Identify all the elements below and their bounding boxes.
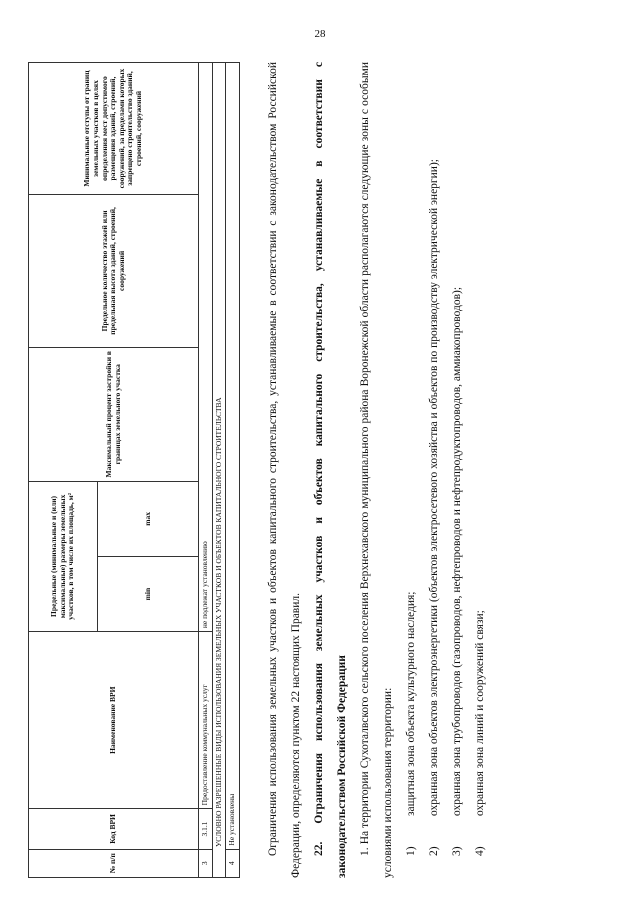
header-max: max	[98, 481, 199, 556]
landscape-content	[20, 50, 620, 890]
section-title: Ограничения использования земельных участков и объектов капитального строительства, устанавливаемые в соответствии с законодательством Российской Федерации	[313, 62, 348, 878]
header-sizes: Предельные (минимальные и (или) максимальные) размеры земельных участков, в том числе их площадь, м²	[29, 481, 98, 631]
list-item-text: охранная зона трубопроводов (газопроводов, нефтепроводов и нефтепродуктопроводов, аммиакопроводов);	[451, 286, 463, 816]
row3-name: Предоставление коммунальных услуг	[199, 632, 213, 809]
rotated-page-content	[20, 50, 620, 890]
paragraph-1: 1. На территории Сухоталвского сельского поселения Верхнехавского муниципального района Воронежской области располагаются следующие зоны с особыми условиями использования территории:	[359, 62, 394, 878]
table-section-row	[212, 63, 226, 878]
page-number: 28	[314, 28, 326, 40]
header-name: Наименование ВРИ	[29, 632, 199, 809]
intro-paragraph: Ограничения использования земельных участков и объектов капитального строительства, устанавливаемые в соответствии с законодательством Российской Федерации, определяются пунктом 22 настоящих Правил.	[267, 62, 302, 878]
section-heading: УСЛОВНО РАЗРЕШЕННЫЕ ВИДЫ ИСПОЛЬЗОВАНИЯ ЗЕМЕЛЬНЫХ УЧАСТКОВ И ОБЪЕКТОВ КАПИТАЛЬНОГО СТРОИТЕЛЬСТВА	[212, 63, 226, 878]
row3-value: не подлежат установлению	[199, 63, 213, 632]
header-percent: Максимальный процент застройки в границах земельного участка	[29, 347, 199, 481]
header-setbacks: Минимальные отступы от границ земельных участков в целях определения мест допустимого размещения зданий, строений, сооружений, за пределами которых запрещено строительство зданий, строений, сооружений	[29, 63, 199, 195]
row4-num: 4	[226, 849, 240, 877]
list-item-text: охранная зона линий и сооружений связи;	[474, 610, 486, 816]
list-item-number: 1)	[405, 846, 417, 856]
header-floors: Предельное количество этажей или предельная высота зданий, строений, сооружений	[29, 195, 199, 348]
list-item	[469, 62, 492, 878]
regulations-table	[28, 62, 240, 878]
body-text	[262, 62, 492, 878]
header-code: Код ВРИ	[29, 809, 199, 849]
list-item-number: 3)	[451, 846, 463, 856]
table-header-row	[29, 63, 98, 878]
row3-num: 3	[199, 849, 213, 877]
row4-text: Не установлены	[226, 63, 240, 850]
section-heading-22	[308, 62, 354, 878]
list-item	[400, 62, 423, 878]
list-item	[423, 62, 446, 878]
list-item	[446, 62, 469, 878]
list-item-number: 2)	[428, 846, 440, 856]
list-item-number: 4)	[474, 846, 486, 856]
table-row	[199, 63, 213, 878]
list-item-text: защитная зона объекта культурного наследия;	[405, 591, 417, 816]
section-number: 22.	[313, 841, 325, 856]
header-num: № п/п	[29, 849, 199, 877]
row3-code: 3.1.1	[199, 809, 213, 849]
table-row	[226, 63, 240, 878]
list-item-text: охранная зона объектов электроэнергетики (объектов электросетевого хозяйства и объектов по производству электрической энергии);	[428, 159, 440, 816]
header-min: min	[98, 556, 199, 631]
